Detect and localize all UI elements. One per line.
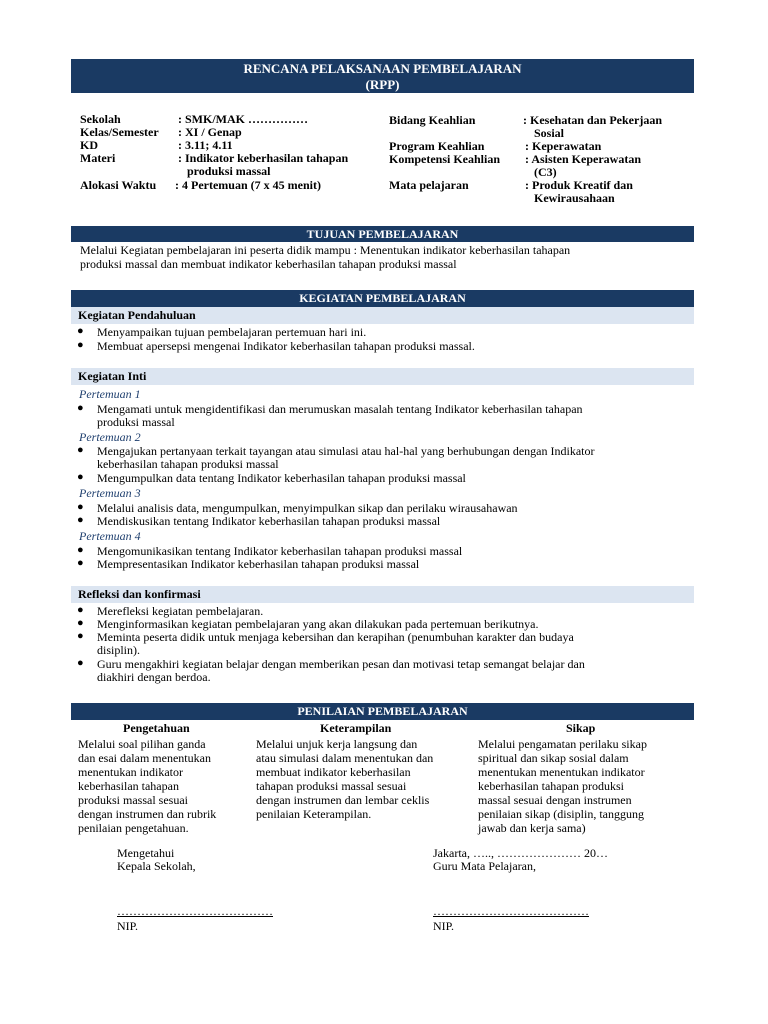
sikap-text: [478, 737, 647, 835]
penilaian-heading: PENILAIAN PEMBELAJARAN: [71, 703, 694, 720]
kompetensi-value-cont: (C3): [534, 165, 557, 179]
p4-item-1: Mengomunikasikan tentang Indikator keberhasilan tahapan produksi massal: [97, 544, 463, 558]
document-title: RENCANA PELAKSANAAN PEMBELAJARAN: [243, 61, 522, 76]
bullet: ●: [77, 402, 84, 414]
kelas-label: Kelas/Semester: [80, 125, 159, 139]
pengetahuan-text: [78, 737, 216, 835]
sikap-line: penilaian sikap (disiplin, tanggung: [478, 807, 644, 821]
mapel-label: Mata pelajaran: [389, 178, 469, 192]
bidang-label: Bidang Keahlian: [389, 113, 476, 127]
keterampilan-line: dengan instrumen dan lembar ceklis: [256, 793, 430, 807]
pendahuluan-item-1: Menyampaikan tujuan pembelajaran pertemuan hari ini.: [97, 325, 367, 339]
bullet: ●: [77, 630, 84, 642]
p3-item-2: Mendiskusikan tentang Indikator keberhasilan tahapan produksi massal: [97, 514, 441, 528]
p4-item-2: Mempresentasikan Indikator keberhasilan tahapan produksi massal: [97, 557, 420, 571]
mapel-value-cont: Kewirausahaan: [534, 191, 615, 205]
refleksi-heading: Refleksi dan konfirmasi: [71, 586, 694, 603]
p1-item-1-cont: produksi massal: [97, 415, 175, 429]
kelas-value: : XI / Genap: [178, 125, 242, 139]
sikap-line: Melalui pengamatan perilaku sikap: [478, 737, 647, 751]
document-title-bar: [71, 59, 694, 93]
bidang-value-cont: Sosial: [534, 126, 565, 140]
keterampilan-line: tahapan produksi massal sesuai: [256, 779, 407, 793]
bullet: ●: [77, 444, 84, 456]
guru-mapel-text: Guru Mata Pelajaran,: [433, 859, 536, 873]
pengetahuan-line: penilaian pengetahuan.: [78, 821, 189, 835]
pengetahuan-line: Melalui soal pilihan ganda: [78, 737, 206, 751]
keterampilan-line: membuat indikator keberhasilan: [256, 765, 411, 779]
materi-value-cont: produksi massal: [187, 164, 271, 178]
pengetahuan-line: keberhasilan tahapan: [78, 779, 179, 793]
sekolah-value: : SMK/MAK ……………: [178, 112, 308, 126]
refleksi-item-4-cont: diakhiri dengan berdoa.: [97, 670, 211, 684]
kepala-sekolah-text: Kepala Sekolah,: [117, 859, 196, 873]
p2-item-1-cont: keberhasilan tahapan produksi massal: [97, 457, 279, 471]
refleksi-item-3: Meminta peserta didik untuk menjaga kebersihan dan kerapihan (penumbuhan karakter dan budaya: [97, 630, 574, 644]
keterampilan-line: Melalui unjuk kerja langsung dan: [256, 737, 418, 751]
bullet: ●: [77, 501, 84, 513]
tujuan-heading: TUJUAN PEMBELAJARAN: [71, 226, 694, 242]
bullet: ●: [77, 339, 84, 351]
tujuan-text-line1: Melalui Kegiatan pembelajaran ini peserta didik mampu : Menentukan indikator keberhasilan tahapan: [80, 243, 571, 257]
refleksi-item-1: Merefleksi kegiatan pembelajaran.: [97, 604, 264, 618]
p2-item-1: Mengajukan pertanyaan terkait tayangan atau simulasi atau hal-hal yang berhubungan dengan Indikator: [97, 444, 595, 458]
sikap-line: jawab dan kerja sama): [478, 821, 586, 835]
alokasi-value: : 4 Pertemuan (7 x 45 menit): [175, 178, 321, 192]
left-signature-line: …………………………………: [117, 904, 273, 918]
kompetensi-label: Kompetensi Keahlian: [389, 152, 501, 166]
bullet: ●: [77, 325, 84, 337]
keterampilan-line: atau simulasi dalam menentukan dan: [256, 751, 434, 765]
pertemuan-1-label: Pertemuan 1: [79, 387, 141, 401]
kegiatan-heading: KEGIATAN PEMBELAJARAN: [71, 290, 694, 307]
sikap-line: spiritual dan sikap sosial dalam: [478, 751, 629, 765]
p3-item-1: Melalui analisis data, mengumpulkan, menyimpulkan sikap dan perilaku wirausahawan: [97, 501, 518, 515]
kd-value: : 3.11; 4.11: [178, 138, 233, 152]
pendahuluan-heading: Kegiatan Pendahuluan: [71, 307, 694, 324]
kompetensi-value: : Asisten Keperawatan: [525, 152, 641, 166]
pengetahuan-line: produksi massal sesuai: [78, 793, 188, 807]
pertemuan-3-label: Pertemuan 3: [79, 486, 141, 500]
materi-value: : Indikator keberhasilan tahapan: [178, 151, 349, 165]
right-nip: NIP.: [433, 919, 455, 933]
bullet: ●: [77, 514, 84, 526]
refleksi-item-4: Guru mengakhiri kegiatan belajar dengan memberikan pesan dan motivasi tetap semangat belajar dan: [97, 657, 585, 671]
place-date-text: Jakarta, ….., ………………… 20…: [433, 846, 608, 860]
program-label: Program Keahlian: [389, 139, 485, 153]
alokasi-label: Alokasi Waktu: [80, 178, 157, 192]
tujuan-text-line2: produksi massal dan membuat indikator keberhasilan tahapan produksi massal: [80, 257, 457, 271]
sikap-heading: Sikap: [566, 721, 596, 735]
refleksi-item-2: Menginformasikan kegiatan pembelajaran yang akan dilakukan pada pertemuan berikutnya.: [97, 617, 539, 631]
sikap-line: keberhasilan tahapan produksi: [478, 779, 624, 793]
pengetahuan-line: menentukan indikator: [78, 765, 183, 779]
p2-item-2: Mengumpulkan data tentang Indikator keberhasilan tahapan produksi massal: [97, 471, 466, 485]
bullet: ●: [77, 604, 84, 616]
left-nip: NIP.: [117, 919, 139, 933]
p1-item-1: Mengamati untuk mengidentifikasi dan merumuskan masalah tentang Indikator keberhasilan tahapan: [97, 402, 583, 416]
bullet: ●: [77, 471, 84, 483]
pengetahuan-line: dengan instrumen dan rubrik: [78, 807, 217, 821]
sekolah-label: Sekolah: [80, 112, 121, 126]
sikap-line: massal sesuai dengan instrumen: [478, 793, 632, 807]
bidang-value: : Kesehatan dan Pekerjaan: [523, 113, 662, 127]
sikap-line: menentukan menentukan indikator: [478, 765, 645, 779]
mengetahui-text: Mengetahui: [117, 846, 175, 860]
bullet: ●: [77, 544, 84, 556]
materi-label: Materi: [80, 151, 116, 165]
program-value: : Keperawatan: [525, 139, 602, 153]
kd-label: KD: [80, 138, 98, 152]
inti-heading: Kegiatan Inti: [71, 368, 694, 385]
bullet: ●: [77, 557, 84, 569]
pengetahuan-heading: Pengetahuan: [123, 721, 190, 735]
document-subtitle: (RPP): [365, 77, 400, 92]
refleksi-item-3-cont: disiplin).: [97, 643, 141, 657]
bullet: ●: [77, 657, 84, 669]
keterampilan-heading: Keterampilan: [320, 721, 392, 735]
right-signature-line: …………………………………: [433, 904, 589, 918]
pendahuluan-item-2: Membuat apersepsi mengenai Indikator keberhasilan tahapan produksi massal.: [97, 339, 475, 353]
pertemuan-2-label: Pertemuan 2: [79, 430, 141, 444]
bullet: ●: [77, 617, 84, 629]
pengetahuan-line: dan esai dalam menentukan: [78, 751, 211, 765]
pertemuan-4-label: Pertemuan 4: [79, 529, 141, 543]
keterampilan-text: [256, 737, 433, 821]
keterampilan-line: penilaian Keterampilan.: [256, 807, 372, 821]
mapel-value: : Produk Kreatif dan: [525, 178, 633, 192]
